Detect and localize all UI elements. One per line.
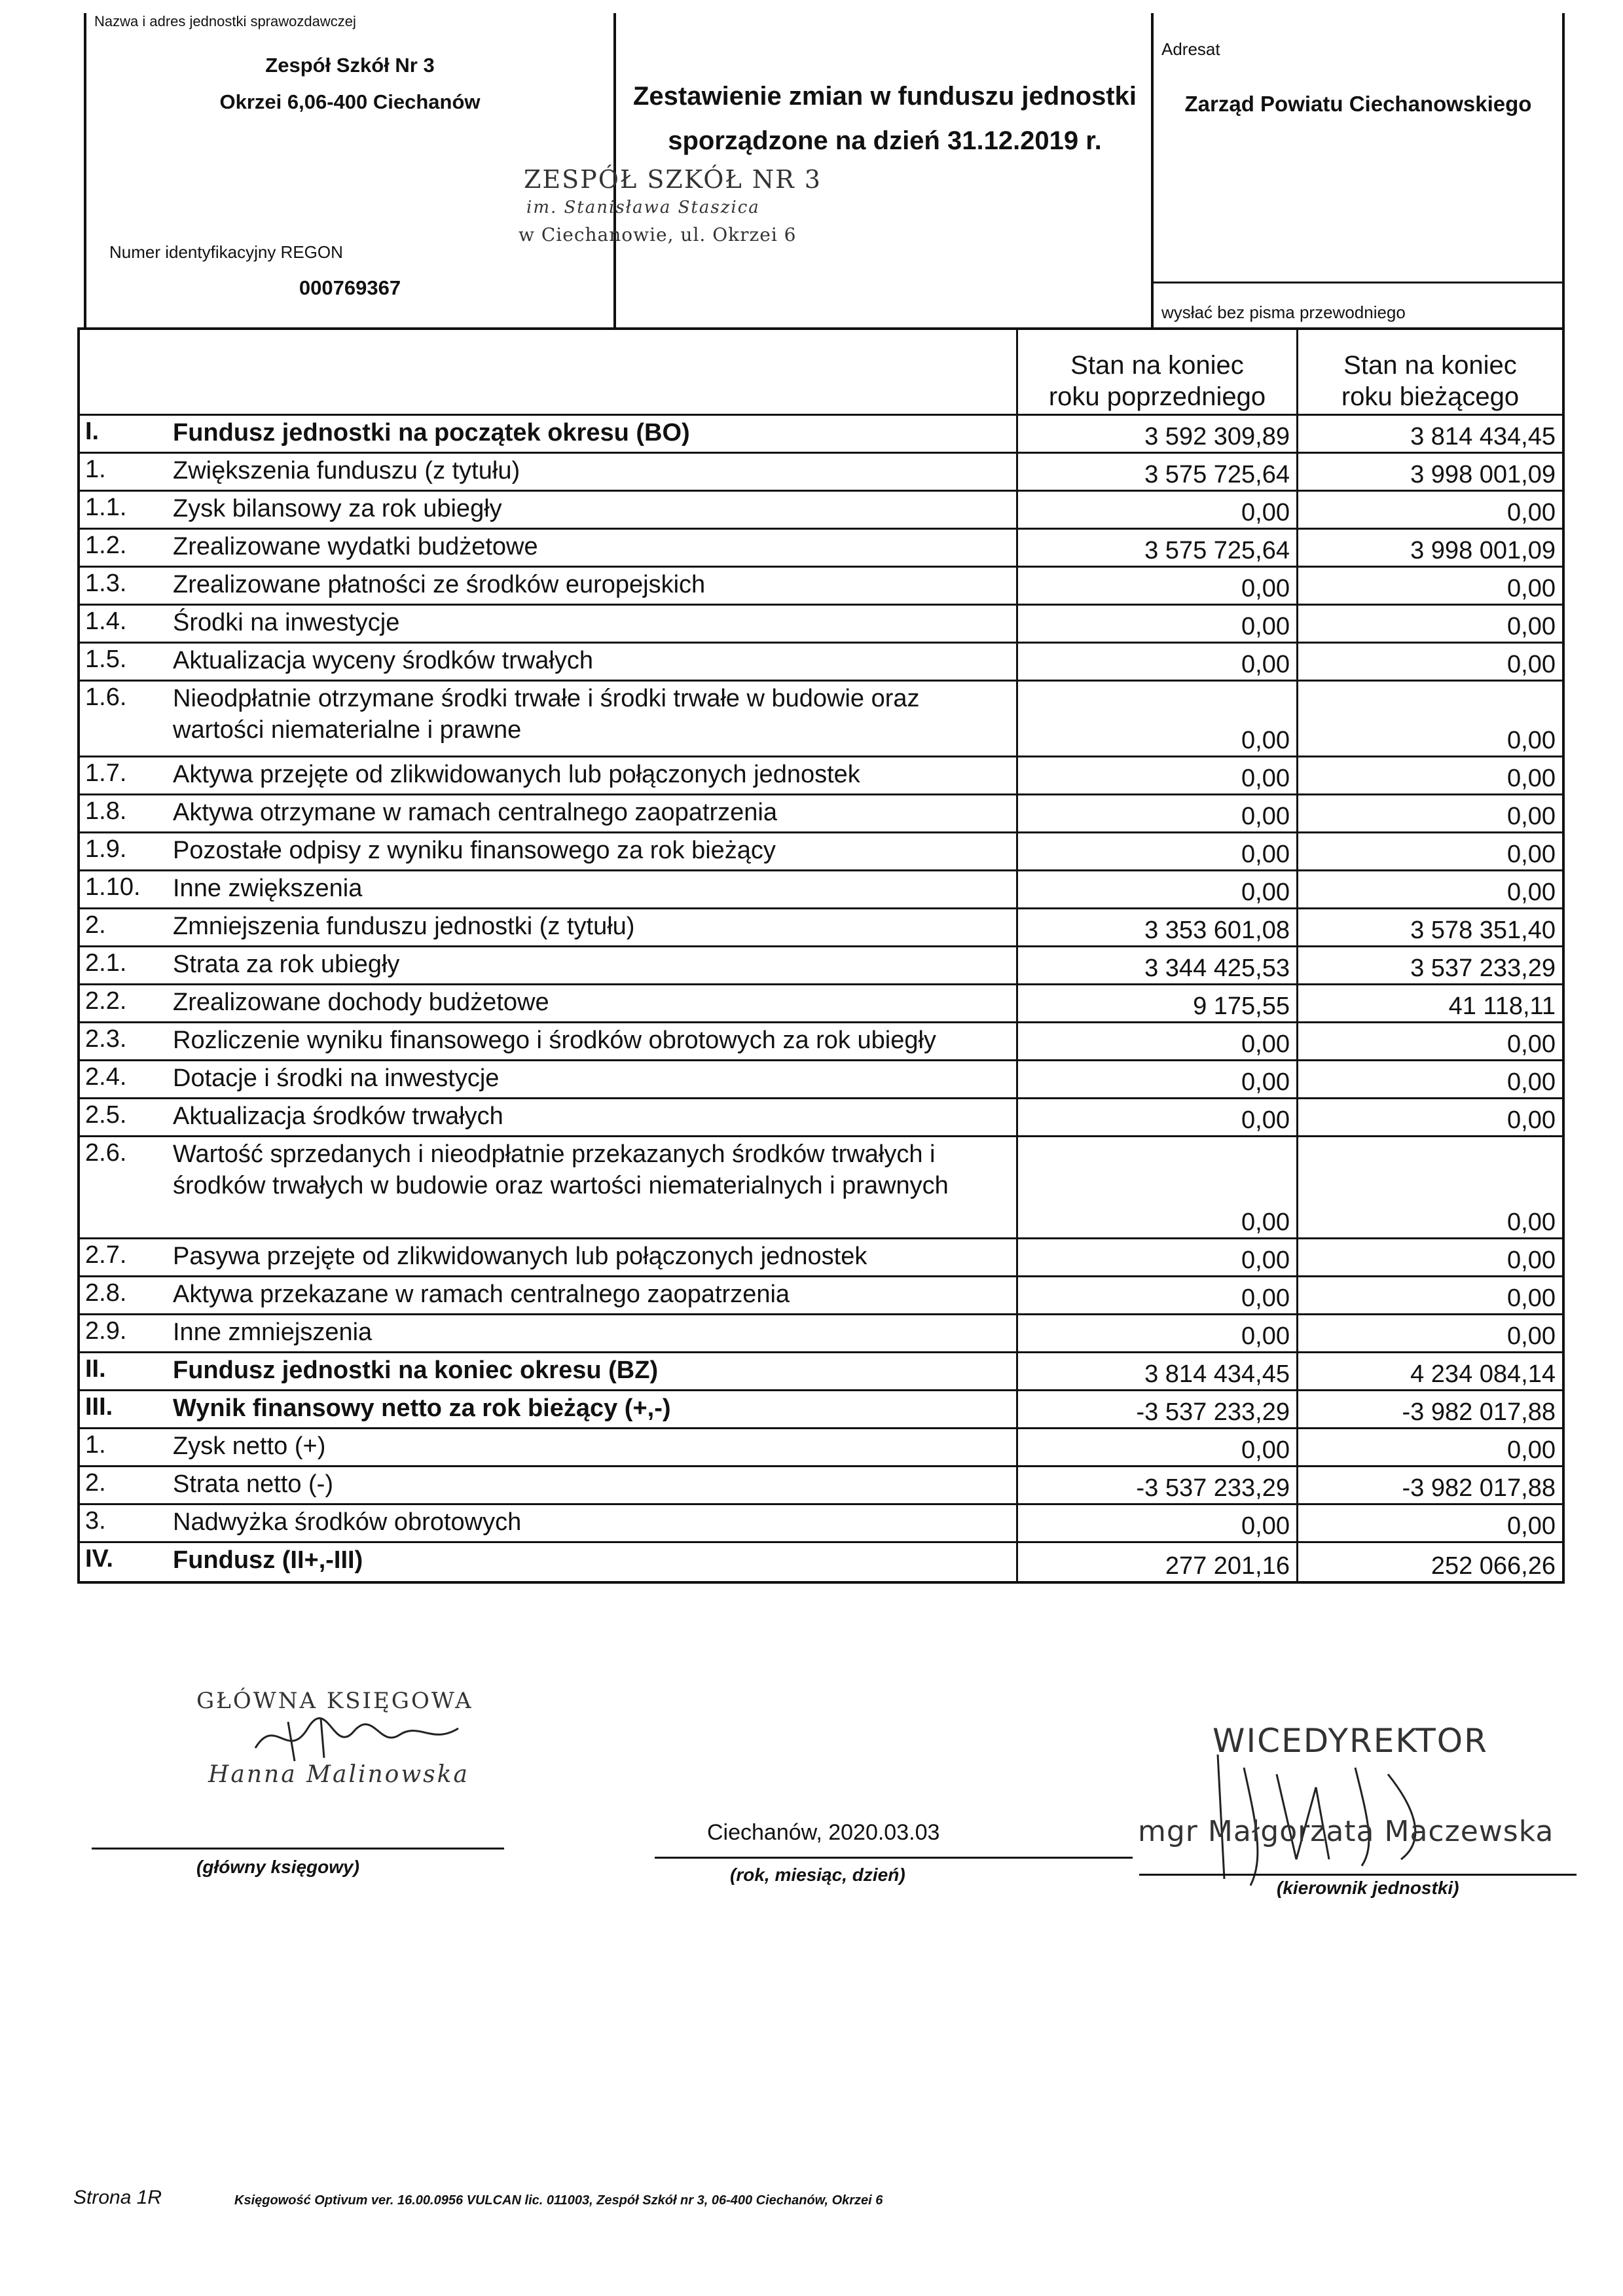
row-label: Nieodpłatnie otrzymane środki trwałe i środki trwałe w budowie oraz wartości niematerialne i prawne bbox=[173, 685, 920, 744]
table-row bbox=[80, 606, 1562, 644]
previous-year-value: 0,00 bbox=[1241, 499, 1290, 526]
current-year-cell bbox=[1296, 492, 1562, 528]
previous-year-value: 3 592 309,89 bbox=[1144, 423, 1290, 450]
table-row bbox=[80, 1505, 1562, 1543]
director-caption: (kierownik jednostki) bbox=[1277, 1878, 1459, 1898]
previous-year-cell bbox=[1016, 1391, 1296, 1427]
table-row bbox=[80, 682, 1562, 757]
accountant-stamp-title: GŁÓWNA KSIĘGOWA bbox=[196, 1688, 473, 1714]
previous-year-cell bbox=[1016, 530, 1296, 566]
row-number: 1.5. bbox=[85, 646, 127, 673]
row-number: 1. bbox=[85, 1431, 106, 1459]
unit-name: Zespół Szkół Nr 3 bbox=[265, 54, 435, 77]
row-label: Zysk netto (+) bbox=[173, 1432, 326, 1460]
previous-year-cell bbox=[1016, 1239, 1296, 1275]
current-year-value: 0,00 bbox=[1507, 1322, 1556, 1350]
current-year-value: -3 982 017,88 bbox=[1402, 1398, 1556, 1426]
current-year-value: 3 998 001,09 bbox=[1410, 537, 1556, 564]
row-number: I. bbox=[85, 418, 100, 445]
current-year-value: 0,00 bbox=[1507, 1030, 1556, 1058]
current-year-value: 0,00 bbox=[1507, 651, 1556, 678]
current-year-cell bbox=[1296, 1429, 1562, 1465]
current-year-cell bbox=[1296, 1277, 1562, 1313]
table-row bbox=[80, 909, 1562, 947]
previous-year-cell bbox=[1016, 1061, 1296, 1097]
addressee-caption: Adresat bbox=[1161, 39, 1220, 59]
date-line bbox=[655, 1857, 1133, 1859]
table-row bbox=[80, 1239, 1562, 1277]
page-number: Strona 1R bbox=[73, 2187, 162, 2208]
place-and-date: Ciechanów, 2020.03.03 bbox=[707, 1820, 940, 1845]
table-row bbox=[80, 568, 1562, 606]
current-year-cell bbox=[1296, 1137, 1562, 1237]
row-number: 1.8. bbox=[85, 797, 127, 825]
previous-year-cell bbox=[1016, 1467, 1296, 1503]
previous-year-cell bbox=[1016, 492, 1296, 528]
row-label: Pasywa przejęte od zlikwidowanych lub połączonych jednostek bbox=[173, 1243, 867, 1270]
previous-year-value: 0,00 bbox=[1241, 1030, 1290, 1058]
table-row bbox=[80, 985, 1562, 1023]
director-stamp-name: mgr Małgorzata Maczewska bbox=[1138, 1815, 1554, 1848]
current-year-value: 0,00 bbox=[1507, 879, 1556, 906]
previous-year-cell bbox=[1016, 644, 1296, 680]
previous-year-value: 0,00 bbox=[1241, 841, 1290, 868]
header-label-cell bbox=[80, 330, 1016, 414]
table-row bbox=[80, 416, 1562, 454]
row-number: 2.3. bbox=[85, 1025, 127, 1053]
fund-changes-table bbox=[77, 327, 1565, 1584]
previous-year-value: 0,00 bbox=[1241, 575, 1290, 602]
unit-caption: Nazwa i adres jednostki sprawozdawczej bbox=[94, 13, 356, 29]
row-number: 2.4. bbox=[85, 1063, 127, 1091]
previous-year-cell bbox=[1016, 909, 1296, 945]
row-label: Fundusz (II+,-III) bbox=[173, 1546, 363, 1574]
report-header bbox=[84, 13, 1565, 327]
row-number: 1.3. bbox=[85, 570, 127, 597]
table-row bbox=[80, 1061, 1562, 1099]
header-previous-line-1: Stan na koniec bbox=[1070, 351, 1244, 380]
current-year-cell bbox=[1296, 1239, 1562, 1275]
current-year-value: 0,00 bbox=[1507, 1436, 1556, 1464]
current-year-cell bbox=[1296, 682, 1562, 756]
row-label: Inne zwiększenia bbox=[173, 875, 363, 902]
table-row bbox=[80, 1543, 1562, 1581]
current-year-cell bbox=[1296, 644, 1562, 680]
header-previous-year bbox=[1016, 330, 1296, 414]
table-body bbox=[80, 416, 1562, 1581]
current-year-value: 41 118,11 bbox=[1448, 993, 1556, 1020]
previous-year-cell bbox=[1016, 795, 1296, 831]
current-year-value: 0,00 bbox=[1507, 803, 1556, 830]
current-year-cell bbox=[1296, 530, 1562, 566]
row-label: Aktualizacja środków trwałych bbox=[173, 1102, 503, 1130]
table-row bbox=[80, 1429, 1562, 1467]
table-row bbox=[80, 454, 1562, 492]
current-year-cell bbox=[1296, 1353, 1562, 1389]
table-row bbox=[80, 1353, 1562, 1391]
previous-year-value: 0,00 bbox=[1241, 1322, 1290, 1350]
previous-year-value: 0,00 bbox=[1241, 765, 1290, 792]
current-year-cell bbox=[1296, 909, 1562, 945]
current-year-cell bbox=[1296, 568, 1562, 604]
previous-year-value: 3 353 601,08 bbox=[1144, 917, 1290, 944]
row-label: Aktywa przejęte od zlikwidowanych lub połączonych jednostek bbox=[173, 761, 860, 788]
row-label: Rozliczenie wyniku finansowego i środków obrotowych za rok ubiegły bbox=[173, 1027, 936, 1054]
row-label: Inne zmniejszenia bbox=[173, 1319, 373, 1346]
current-year-value: 0,00 bbox=[1507, 575, 1556, 602]
current-year-cell bbox=[1296, 416, 1562, 452]
table-row bbox=[80, 1315, 1562, 1353]
table-row bbox=[80, 1023, 1562, 1061]
director-signature-line bbox=[1139, 1874, 1577, 1876]
row-label: Aktywa przekazane w ramach centralnego zaopatrzenia bbox=[173, 1281, 790, 1308]
current-year-cell bbox=[1296, 606, 1562, 642]
row-number: IV. bbox=[85, 1545, 113, 1573]
row-number: III. bbox=[85, 1393, 113, 1421]
current-year-value: 0,00 bbox=[1507, 1106, 1556, 1134]
previous-year-value: 0,00 bbox=[1241, 879, 1290, 906]
row-number: 1.4. bbox=[85, 608, 127, 635]
current-year-value: 0,00 bbox=[1507, 1285, 1556, 1312]
previous-year-cell bbox=[1016, 454, 1296, 490]
row-number: 2.7. bbox=[85, 1241, 127, 1269]
previous-year-value: 0,00 bbox=[1241, 1209, 1290, 1236]
previous-year-value: -3 537 233,29 bbox=[1136, 1398, 1290, 1426]
current-year-value: 3 814 434,45 bbox=[1410, 423, 1556, 450]
document-date: sporządzone na dzień 31.12.2019 r. bbox=[668, 126, 1102, 155]
row-label: Wartość sprzedanych i nieodpłatnie przekazanych środków trwałych i środków trwałych w budowie oraz wartości niematerialnych i prawnych bbox=[173, 1140, 949, 1199]
table-row bbox=[80, 871, 1562, 909]
previous-year-value: 3 575 725,64 bbox=[1144, 537, 1290, 564]
row-number: 1.1. bbox=[85, 494, 127, 521]
current-year-cell bbox=[1296, 871, 1562, 907]
previous-year-cell bbox=[1016, 1429, 1296, 1465]
table-row bbox=[80, 1277, 1562, 1315]
previous-year-value: 9 175,55 bbox=[1193, 993, 1290, 1020]
table-row bbox=[80, 644, 1562, 682]
current-year-value: 252 066,26 bbox=[1431, 1552, 1556, 1580]
send-note: wysłać bez pisma przewodniego bbox=[1161, 302, 1406, 322]
row-label: Pozostałe odpisy z wyniku finansowego za rok bieżący bbox=[173, 837, 776, 864]
previous-year-value: 0,00 bbox=[1241, 1285, 1290, 1312]
previous-year-cell bbox=[1016, 1505, 1296, 1541]
row-number: 2. bbox=[85, 911, 106, 939]
row-label: Zrealizowane płatności ze środków europejskich bbox=[173, 571, 706, 598]
current-year-cell bbox=[1296, 985, 1562, 1021]
previous-year-cell bbox=[1016, 682, 1296, 756]
previous-year-value: 3 344 425,53 bbox=[1144, 955, 1290, 982]
row-number: 1.6. bbox=[85, 683, 127, 711]
software-note: Księgowość Optivum ver. 16.00.0956 VULCAN lic. 011003, Zespół Szkół nr 3, 06-400 Ciechanów, Okrzei 6 bbox=[234, 2193, 883, 2208]
accountant-signature-line bbox=[92, 1848, 504, 1850]
row-label: Zysk bilansowy za rok ubiegły bbox=[173, 495, 502, 522]
table-row bbox=[80, 757, 1562, 795]
table-row bbox=[80, 795, 1562, 833]
previous-year-cell bbox=[1016, 606, 1296, 642]
header-previous-line-2: roku poprzedniego bbox=[1048, 382, 1266, 411]
table-header bbox=[80, 330, 1562, 416]
header-current-line-1: Stan na koniec bbox=[1343, 351, 1517, 380]
current-year-cell bbox=[1296, 833, 1562, 869]
row-number: 2.2. bbox=[85, 987, 127, 1015]
accountant-stamp-name: Hanna Malinowska bbox=[208, 1761, 469, 1788]
current-year-value: 3 537 233,29 bbox=[1410, 955, 1556, 982]
table-row bbox=[80, 1391, 1562, 1429]
current-year-cell bbox=[1296, 795, 1562, 831]
row-number: 2.9. bbox=[85, 1317, 127, 1345]
previous-year-cell bbox=[1016, 1137, 1296, 1237]
current-year-value: 0,00 bbox=[1507, 727, 1556, 754]
addressee-divider bbox=[1154, 282, 1563, 283]
current-year-cell bbox=[1296, 454, 1562, 490]
row-number: 2.1. bbox=[85, 949, 127, 977]
previous-year-value: 3 575 725,64 bbox=[1144, 461, 1290, 488]
row-number: 1.10. bbox=[85, 873, 141, 901]
current-year-cell bbox=[1296, 1505, 1562, 1541]
previous-year-cell bbox=[1016, 416, 1296, 452]
previous-year-cell bbox=[1016, 1315, 1296, 1351]
current-year-value: 3 998 001,09 bbox=[1410, 461, 1556, 488]
current-year-value: 0,00 bbox=[1507, 765, 1556, 792]
previous-year-value: -3 537 233,29 bbox=[1136, 1474, 1290, 1502]
table-row bbox=[80, 1137, 1562, 1239]
table-row bbox=[80, 492, 1562, 530]
previous-year-cell bbox=[1016, 1277, 1296, 1313]
previous-year-cell bbox=[1016, 947, 1296, 983]
header-current-line-2: roku bieżącego bbox=[1341, 382, 1520, 411]
row-number: 1.9. bbox=[85, 835, 127, 863]
accountant-caption: (główny księgowy) bbox=[196, 1857, 359, 1877]
previous-year-value: 0,00 bbox=[1241, 1436, 1290, 1464]
regon-value: 000769367 bbox=[299, 276, 401, 299]
current-year-value: 0,00 bbox=[1507, 841, 1556, 868]
current-year-cell bbox=[1296, 947, 1562, 983]
row-number: 1. bbox=[85, 456, 106, 483]
previous-year-value: 0,00 bbox=[1241, 1106, 1290, 1134]
current-year-value: -3 982 017,88 bbox=[1402, 1474, 1556, 1502]
current-year-value: 0,00 bbox=[1507, 1068, 1556, 1096]
row-label: Zwiększenia funduszu (z tytułu) bbox=[173, 457, 520, 484]
previous-year-value: 0,00 bbox=[1241, 727, 1290, 754]
current-year-cell bbox=[1296, 1467, 1562, 1503]
current-year-cell bbox=[1296, 1543, 1562, 1581]
previous-year-cell bbox=[1016, 1099, 1296, 1135]
previous-year-value: 0,00 bbox=[1241, 1068, 1290, 1096]
row-label: Aktywa otrzymane w ramach centralnego zaopatrzenia bbox=[173, 799, 778, 826]
table-row bbox=[80, 833, 1562, 871]
row-label: Nadwyżka środków obrotowych bbox=[173, 1508, 522, 1536]
current-year-value: 0,00 bbox=[1507, 613, 1556, 640]
row-number: 1.2. bbox=[85, 532, 127, 559]
previous-year-value: 0,00 bbox=[1241, 803, 1290, 830]
previous-year-cell bbox=[1016, 1543, 1296, 1581]
table-row bbox=[80, 530, 1562, 568]
row-label: Fundusz jednostki na początek okresu (BO) bbox=[173, 419, 690, 446]
school-stamp-line-2: im. Stanisława Staszica bbox=[526, 198, 760, 217]
row-number: II. bbox=[85, 1355, 106, 1383]
previous-year-value: 0,00 bbox=[1241, 651, 1290, 678]
previous-year-value: 0,00 bbox=[1241, 613, 1290, 640]
current-year-cell bbox=[1296, 1061, 1562, 1097]
previous-year-cell bbox=[1016, 568, 1296, 604]
row-number: 1.7. bbox=[85, 759, 127, 787]
current-year-value: 0,00 bbox=[1507, 1512, 1556, 1540]
current-year-value: 0,00 bbox=[1507, 499, 1556, 526]
current-year-value: 0,00 bbox=[1507, 1209, 1556, 1236]
row-label: Aktualizacja wyceny środków trwałych bbox=[173, 647, 594, 674]
current-year-cell bbox=[1296, 1099, 1562, 1135]
previous-year-cell bbox=[1016, 871, 1296, 907]
current-year-cell bbox=[1296, 1391, 1562, 1427]
row-label: Środki na inwestycje bbox=[173, 609, 400, 636]
previous-year-value: 277 201,16 bbox=[1165, 1552, 1290, 1580]
row-label: Wynik finansowy netto za rok bieżący (+,-) bbox=[173, 1394, 671, 1422]
row-number: 2.6. bbox=[85, 1139, 127, 1167]
previous-year-cell bbox=[1016, 757, 1296, 793]
previous-year-value: 0,00 bbox=[1241, 1247, 1290, 1274]
current-year-cell bbox=[1296, 1023, 1562, 1059]
current-year-value: 3 578 351,40 bbox=[1410, 917, 1556, 944]
director-stamp-title: WICEDYREKTOR bbox=[1213, 1722, 1488, 1760]
header-current-year bbox=[1296, 330, 1562, 414]
addressee-box bbox=[1154, 13, 1563, 327]
current-year-value: 0,00 bbox=[1507, 1247, 1556, 1274]
date-caption: (rok, miesiąc, dzień) bbox=[730, 1865, 905, 1885]
row-label: Zrealizowane dochody budżetowe bbox=[173, 989, 549, 1016]
school-stamp-line-1: ZESPÓŁ SZKÓŁ NR 3 bbox=[524, 165, 822, 194]
current-year-cell bbox=[1296, 757, 1562, 793]
previous-year-cell bbox=[1016, 833, 1296, 869]
previous-year-cell bbox=[1016, 1353, 1296, 1389]
row-number: 2. bbox=[85, 1469, 106, 1497]
previous-year-cell bbox=[1016, 985, 1296, 1021]
unit-address: Okrzei 6,06-400 Ciechanów bbox=[219, 90, 481, 113]
row-label: Fundusz jednostki na koniec okresu (BZ) bbox=[173, 1357, 659, 1384]
document-title: Zestawienie zmian w funduszu jednostki bbox=[632, 82, 1137, 111]
accountant-signature bbox=[249, 1709, 465, 1768]
current-year-cell bbox=[1296, 1315, 1562, 1351]
row-number: 2.5. bbox=[85, 1101, 127, 1129]
row-label: Strata netto (-) bbox=[173, 1470, 333, 1498]
director-signature bbox=[1205, 1728, 1453, 1892]
table-row bbox=[80, 947, 1562, 985]
current-year-value: 4 234 084,14 bbox=[1410, 1360, 1556, 1388]
row-number: 3. bbox=[85, 1507, 106, 1535]
previous-year-cell bbox=[1016, 1023, 1296, 1059]
table-row bbox=[80, 1099, 1562, 1137]
row-label: Zmniejszenia funduszu jednostki (z tytułu) bbox=[173, 913, 635, 940]
row-label: Strata za rok ubiegły bbox=[173, 951, 400, 978]
school-stamp-line-3: w Ciechanowie, ul. Okrzei 6 bbox=[519, 224, 797, 246]
row-number: 2.8. bbox=[85, 1279, 127, 1307]
row-label: Dotacje i środki na inwestycje bbox=[173, 1065, 500, 1092]
table-row bbox=[80, 1467, 1562, 1505]
row-label: Zrealizowane wydatki budżetowe bbox=[173, 533, 538, 560]
previous-year-value: 0,00 bbox=[1241, 1512, 1290, 1540]
regon-caption: Numer identyfikacyjny REGON bbox=[109, 242, 343, 262]
previous-year-value: 3 814 434,45 bbox=[1144, 1360, 1290, 1388]
addressee-name: Zarząd Powiatu Ciechanowskiego bbox=[1184, 92, 1532, 116]
